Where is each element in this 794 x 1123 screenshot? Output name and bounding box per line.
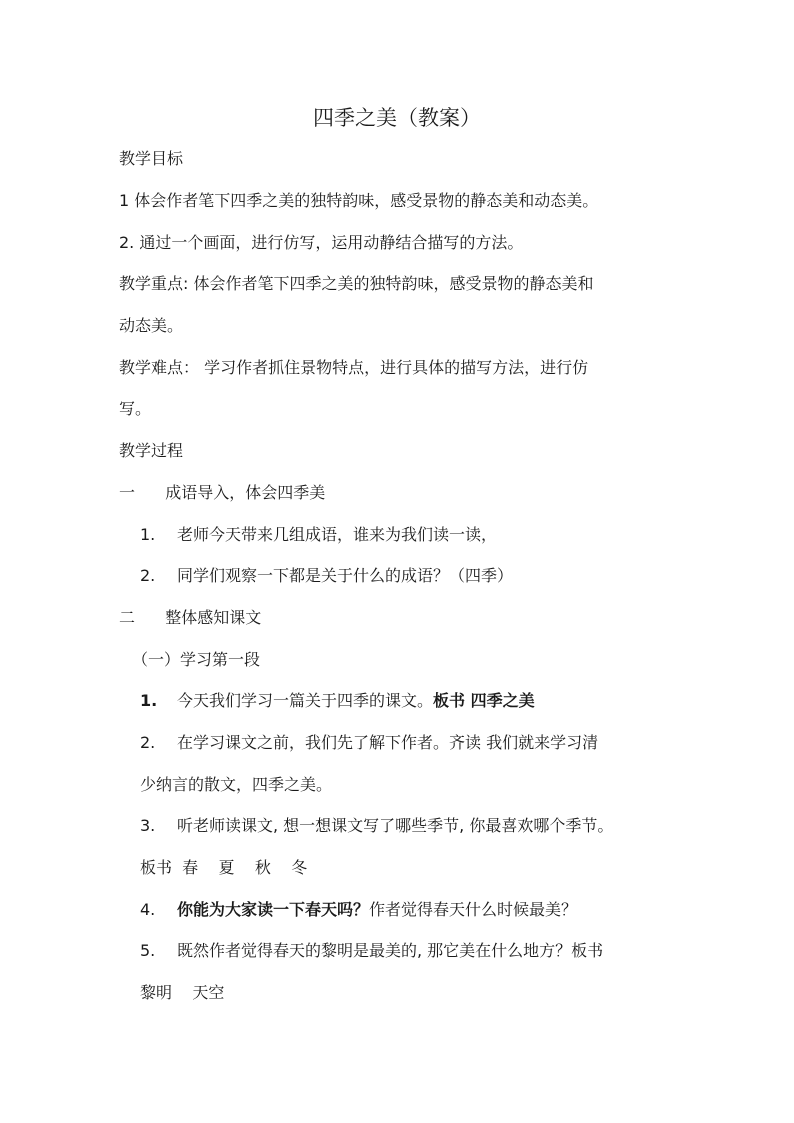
- sub-heading: （一）学习第一段: [132, 650, 261, 669]
- section-1-title: 成语导入，体会四季美: [165, 483, 326, 502]
- list-item: [140, 520, 690, 550]
- list-item-text: 既然作者觉得春天的黎明是最美的, 那它美在什么地方？板书: [177, 941, 604, 960]
- list-item-text: 今天我们学习一篇关于四季的课文。: [177, 691, 434, 710]
- focus-line-2: 动态美。: [119, 316, 184, 335]
- section-1-number: 一: [119, 483, 136, 502]
- section-1-heading: [119, 478, 689, 508]
- process-heading: 教学过程: [119, 441, 184, 460]
- section-2-number: 二: [119, 608, 136, 627]
- list-item-bold-text: 你能为大家读一下春天吗？: [177, 900, 370, 919]
- list-item: [140, 561, 690, 591]
- document-title: 四季之美（教案）: [313, 106, 481, 130]
- board-seasons: 板书 春 夏 秋 冬: [140, 858, 308, 877]
- list-item-number: 5.: [140, 941, 156, 960]
- list-item-text: 听老师读课文, 想一想课文写了哪些季节, 你最喜欢哪个季节。: [177, 816, 614, 835]
- list-item: [140, 811, 690, 841]
- difficulty-line-2: 写。: [119, 399, 152, 418]
- list-item-text: 在学习课文之前，我们先了解下作者。齐读 我们就来学习清: [177, 733, 599, 752]
- goal-1: 1 体会作者笔下四季之美的独特韵味，感受景物的静态美和动态美。: [119, 191, 599, 210]
- difficulty-line-1: 教学难点： 学习作者抓住景物特点，进行具体的描写方法，进行仿: [119, 358, 589, 377]
- list-item-number: 1.: [140, 691, 158, 710]
- list-item-number: 2.: [140, 566, 156, 585]
- list-item-number: 1.: [140, 525, 156, 544]
- list-item-continuation: 少纳言的散文，四季之美。: [140, 775, 333, 794]
- list-item: [140, 936, 690, 966]
- section-2-title: 整体感知课文: [165, 608, 262, 627]
- list-item-number: 4.: [140, 900, 156, 919]
- list-item-text: 同学们观察一下都是关于什么的成语？（四季）: [177, 566, 514, 585]
- board-note: 板书 四季之美: [433, 691, 535, 710]
- list-item-number: 3.: [140, 816, 156, 835]
- list-item: [140, 728, 690, 758]
- list-item-text: 老师今天带来几组成语，谁来为我们读一读，: [177, 525, 498, 544]
- section-2-heading: [119, 603, 689, 633]
- list-item-number: 2.: [140, 733, 156, 752]
- focus-line-1: 教学重点: 体会作者笔下四季之美的独特韵味，感受景物的静态美和: [119, 274, 594, 293]
- list-item-text: 作者觉得春天什么时候最美？: [369, 900, 578, 919]
- board-dawn-sky: 黎明 天空: [140, 983, 225, 1002]
- goal-2: 2. 通过一个画面，进行仿写，运用动静结合描写的方法。: [119, 233, 524, 252]
- list-item: [140, 686, 690, 716]
- list-item: [140, 895, 690, 925]
- goals-heading: 教学目标: [119, 149, 184, 168]
